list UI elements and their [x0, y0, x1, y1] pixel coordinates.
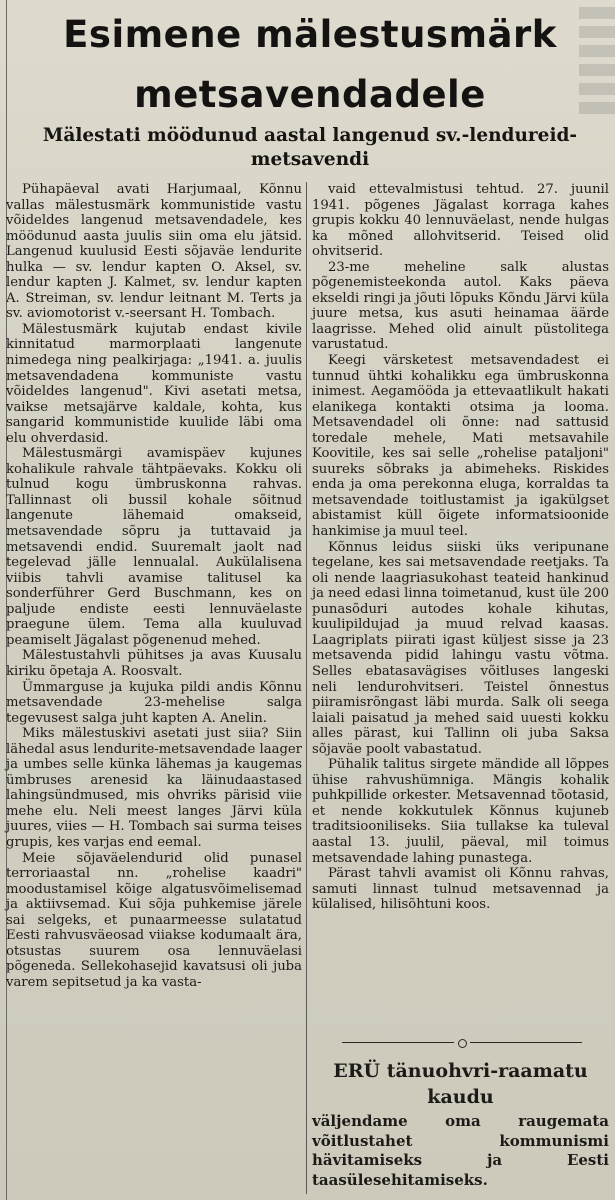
eru-notice-body: väljendame oma raugemata võitlustahet kommunismi hävitamiseks ja Eesti taasülesehitamiseks.: [312, 1112, 609, 1189]
article-paragraph: Pühapäeval avati Harjumaal, Kõnnu vallas mälestusmärk kommunistide vastu võideldes langenud metsavendadele, kes möödunud aasta juulis siin oma elu jätsid. Langenud kuulusid Eesti sõjaväe lendurite hulka — sv. lendur kapten O. Aksel, sv. lendur kapten J. Kalmet, sv. lendur kapten A. Streiman, sv. lendur leitnant M. Terts ja sv. aviomotorist v.-seersant H. Tombach.: [6, 182, 302, 322]
article-paragraph: Ümmarguse ja kujuka pildi andis Kõnnu metsavendade 23-mehelise salga tegevusest salga juht kapten A. Anelin.: [6, 679, 302, 726]
article-paragraph: Miks mälestuskivi asetati just siia? Siin lähedal asus lendurite-metsavendade laager ja umbes selle künka lähemas ja kaugemas ümbruses arenesid ka läinudaastased lahingsündmused, mis ohvriks pärisid viie mehe elu. Neli meest langes Järvi küla juures, viies — H. Tombach sai surma teises grupis, kes varjas end eemal.: [6, 726, 302, 850]
eru-notice-heading: ERÜ tänuohvri-raamatu kaudu: [333, 1060, 588, 1108]
column-divider: [306, 182, 307, 1194]
article-paragraph: Pühalik talitus sirgete mändide all lõppes ühise rahvushümniga. Mängis kohalik puhkpillide orkester. Metsavennad tõotasid, et nende kokkutulek Kõnnus kujuneb traditsiooniliseks. Siia tullakse ka tuleval aastal 13. juulil, päeval, mil toimus metsavendade lahing punastega.: [312, 757, 609, 866]
subheadline: Mälestati möödunud aastal langenud sv.-lendureid-metsavendi: [42, 125, 578, 170]
article-paragraph: Mälestusmärgi avamispäev kujunes kohalikule rahvale tähtpäevaks. Kokku oli tulnud kogu ümbruskonna rahvas. Tallinnast oli bussil kohale sõitnud langenute lähemaid omakseid, metsavendade sõpru ja tuttavaid ja metsavendi endid. Suuremalt jaolt nad tegelevad jälle lennualal. Aukülalisena viibis tahvli avamise talitusel ka sonderführer Gerd Buschmann, kes on paljude endiste eesti lennuväelaste praegune ülem. Tema alla kuuluvad peamiselt Jägalast põgenenud mehed.: [6, 446, 302, 648]
article-paragraph: vaid ettevalmistusi tehtud. 27. juunil 1941. põgenes Jägalast korraga kahes grupis kokku 40 lennuväelast, nende hulgas ka mõned allohvitserid. Teised olid ohvitserid.: [312, 182, 609, 260]
article-paragraph: Kõnnus leidus siiski üks veripunane tegelane, kes sai metsavendade reetjaks. Ta oli nende laagriasukohast teateid hankinud ja need edasi linna toimetanud, kust üle 200 punasõduri autodes kohale kihutas, kuulipildujad ja muud relvad kaasas. Laagriplats piirati igast küljest sisse ja 23 metsavenda pidid lahingu vastu võtma. Selles ebatasavägises võitluses langeski neli lendurohvitseri. Teistel õnnestus piiramisrõngast läbi murda. Salk oli seega laiali paisatud ja mehed said uuesti kokku alles pärast, kui Tallinn oli juba Saksa sõjaväe poolt vabastatud.: [312, 539, 610, 757]
headline-line-2: metsavendadele: [134, 73, 486, 116]
article-paragraph: 23-me meheline salk alustas põgenemisteekonda autol. Kaks päeva ekseldi ringi ja jõuti lõpuks Kõndu Järvi küla juure metsa, kus asuti heinamaa äärde laagrisse. Mehed olid ainult püstolitega varustatud.: [312, 259, 609, 353]
divider-dot-icon: [458, 1039, 467, 1048]
article-paragraph: Keegi värsketest metsavendadest ei tunnud ühtki kohalikku ega ümbruskonna inimest. Aegamööda ja ettevaatlikult hakati elanikega kontakti otsima ja looma. Metsavendadel oli õnne: nad sattusid toredale mehele, Mati metsavahile Koovitile, kes sai selle „rohelise pataljoni" suureks sõbraks ja abimeheks. Riskides enda ja oma perekonna eluga, korraldas ta metsavendade toitlustamist ja igakülgset abistamist küll õigete informatsioonide hankimise ja muul teel.: [312, 353, 609, 540]
article-paragraph: Pärast tahvli avamist oli Kõnnu rahvas, samuti linnast tulnud metsavennad ja külalised, hilisõhtuni koos.: [312, 866, 609, 913]
ornamental-divider: [312, 1036, 609, 1050]
headline-line-1: Esimene mälestusmärk: [63, 13, 557, 56]
article-paragraph: Meie sõjaväelendurid olid punasel terroriaastal nn. „rohelise kaadri" moodustamisel kõige algatusvõimelisemad ja aktiivsemad. Kui sõja puhkemise järele sai selgeks, et punaarmeesse sulatatud Eesti rahvusväeosad viiakse kodumaalt ära, otsustas suurem osa lennuväelasi põgeneda. Sellekohasejid kavatsusi oli juba varem sepitsetud ja ka vasta-: [6, 850, 302, 990]
article-paragraph: Mälestustahvli pühitses ja avas Kuusalu kiriku õpetaja A. Roosvalt.: [6, 648, 302, 679]
article-paragraph: Mälestusmärk kujutab endast kivile kinnitatud marmorplaati langenute nimedega ning pealkirjaga: „1941. a. juulis metsavendadena kommuniste vastu võideldes langenud". Kivi asetati metsa, vaikse metsajärve kaldale, kohta, kus sangarid kommunistide kuulide läbi oma elu ohverdasid.: [6, 321, 302, 446]
article-column-1: [6, 182, 302, 1194]
